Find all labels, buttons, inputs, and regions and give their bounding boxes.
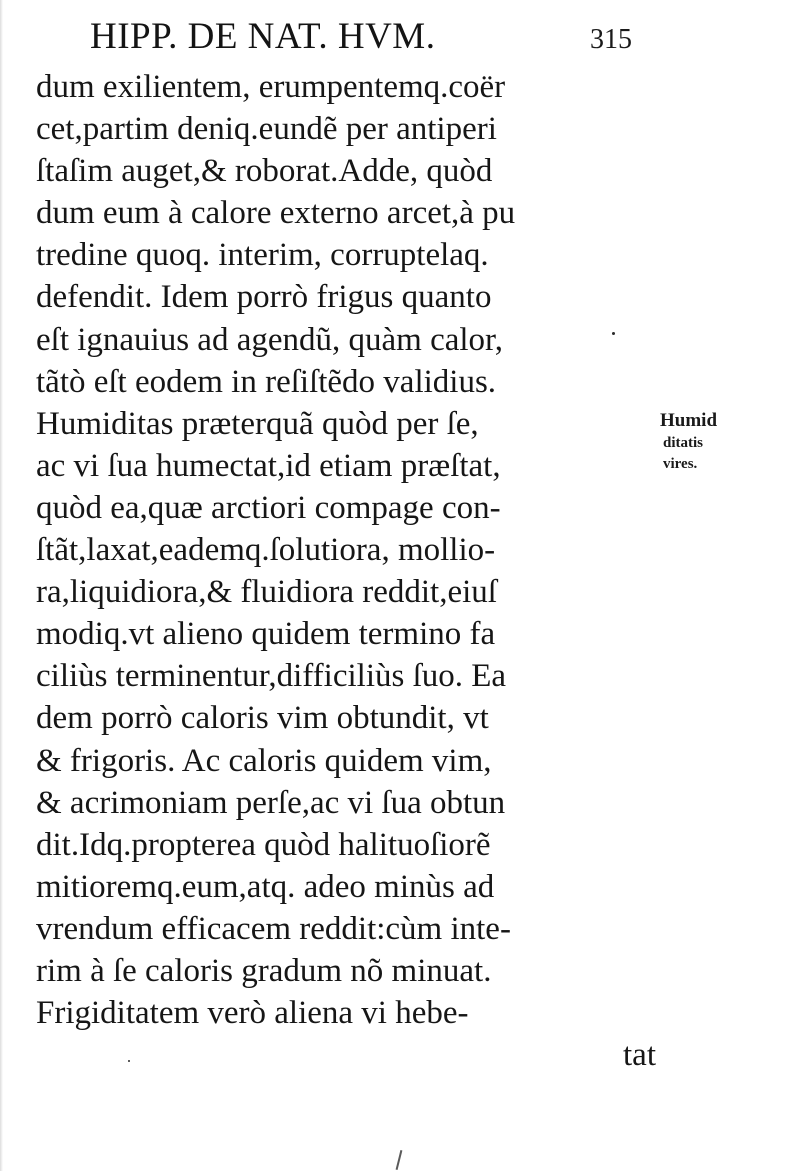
text-line-17: & frigoris. Ac caloris quidem vim, bbox=[36, 742, 492, 779]
scan-edge bbox=[0, 0, 3, 1171]
catchword: tat bbox=[623, 1037, 656, 1074]
ink-speck bbox=[128, 1060, 130, 1062]
text-line-13: ra,liquidiora,& fluidiora reddit,eiuſ bbox=[36, 574, 497, 611]
text-line-14: modiq.vt alieno quidem termino fa bbox=[36, 616, 496, 653]
marginal-note bbox=[660, 408, 780, 475]
text-line-16: dem porrò caloris vim obtundit, vt bbox=[36, 700, 489, 737]
body-text bbox=[36, 66, 656, 1076]
text-line-11: quòd ea,quæ arctiori compage con- bbox=[36, 489, 501, 526]
text-line-20: mitioremq.eum,atq. adeo minùs ad bbox=[36, 868, 495, 905]
marginal-note-line-1: Humid bbox=[660, 410, 718, 431]
text-line-1: dum exilientem, erumpentemq.coër bbox=[36, 69, 506, 105]
text-line-9: Humiditas præterquã quòd per ſe, bbox=[36, 405, 479, 442]
ink-speck bbox=[612, 332, 615, 335]
marginal-note-line-2: ditatis bbox=[663, 435, 704, 451]
text-line-2: cet,partim deniq.eundẽ per antiperi bbox=[36, 111, 497, 148]
text-line-23: Frigiditatem verò aliena vi hebe- bbox=[36, 995, 469, 1032]
text-line-18: & acrimoniam perſe,ac vi ſua obtun bbox=[36, 784, 506, 821]
text-line-7: eſt ignauius ad agendũ, quàm calor, bbox=[36, 321, 503, 358]
text-line-12: ſtãt,laxat,eademq.ſolutiora, mollio- bbox=[36, 532, 496, 569]
page-number: 315 bbox=[590, 24, 632, 55]
text-line-3: ſtaſim auget,& roborat.Adde, quòd bbox=[36, 153, 493, 190]
page-header bbox=[90, 14, 670, 64]
text-line-4: dum eum à calore externo arcet,à pu bbox=[36, 195, 516, 232]
text-line-6: defendit. Idem porrò frigus quanto bbox=[36, 279, 492, 316]
text-line-22: rim à ſe caloris gradum nõ minuat. bbox=[36, 952, 492, 989]
text-line-10: ac vi ſua humectat,id etiam præſtat, bbox=[36, 447, 501, 484]
text-line-19: dit.Idq.propterea quòd halituoſiorẽ bbox=[36, 826, 491, 863]
paper-crease bbox=[396, 1150, 403, 1170]
text-line-15: ciliùs terminentur,difficiliùs ſuo. Ea bbox=[36, 658, 507, 695]
text-line-8: tãtò eſt eodem in reſiſtẽdo validius. bbox=[36, 363, 497, 400]
running-head: HIPP. DE NAT. HVM. bbox=[90, 16, 436, 57]
text-line-5: tredine quoq. interim, corruptelaq. bbox=[36, 237, 489, 274]
text-line-21: vrendum efficacem reddit:cùm inte- bbox=[36, 910, 511, 947]
marginal-note-line-3: vires. bbox=[663, 456, 698, 472]
